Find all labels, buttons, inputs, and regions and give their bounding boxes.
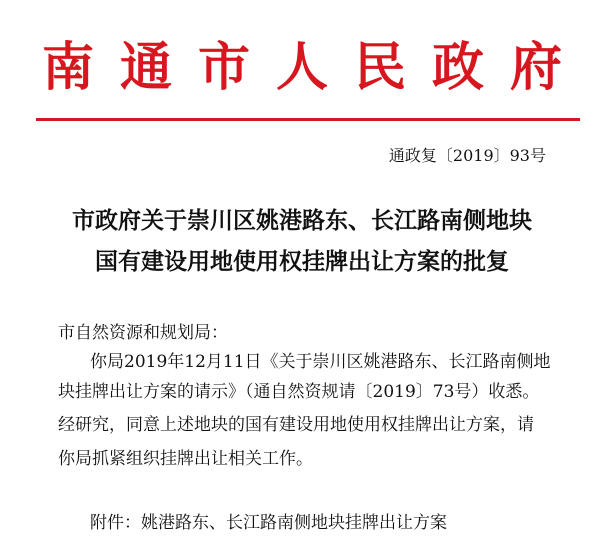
issuing-authority-header: 南通市人民政府 bbox=[41, 37, 588, 98]
attachment-line: 附件：姚港路东、长江路南侧地块挂牌出让方案 bbox=[90, 513, 447, 533]
document-title-line-2: 国有建设用地使用权挂牌出让方案的批复 bbox=[95, 248, 509, 275]
body-line-3: 经研究，同意上述地块的国有建设用地使用权挂牌出让方案，请 bbox=[58, 415, 534, 435]
body-line-1: 你局2019年12月11日《关于崇川区姚港路东、长江路南侧地 bbox=[90, 352, 551, 372]
red-header-rule bbox=[36, 118, 580, 121]
body-line-2: 块挂牌出让方案的请示》（通自然资规请〔2019〕73号）收悉。 bbox=[58, 382, 540, 402]
document-title-line-1: 市政府关于崇川区姚港路东、长江路南侧地块 bbox=[72, 207, 532, 234]
addressee: 市自然资源和规划局： bbox=[58, 323, 228, 343]
document-number: 通政复〔2019〕93号 bbox=[388, 146, 546, 165]
body-line-4: 你局抓紧组织挂牌出让相关工作。 bbox=[58, 449, 313, 469]
